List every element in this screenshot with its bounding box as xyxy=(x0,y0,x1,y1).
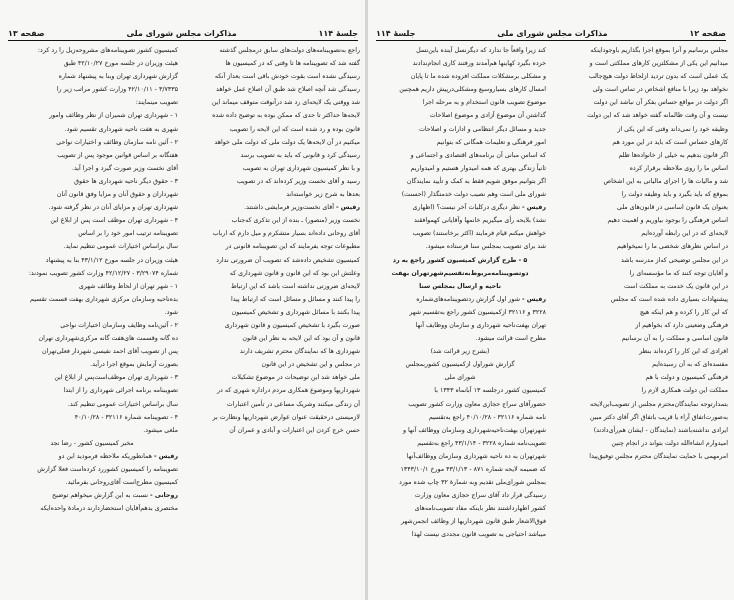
text-line: آقای روحانی داده‌اند بسیار متشکرم و میل دارم که ارباب xyxy=(212,230,360,238)
text-line: ۴ - شهرداری تهران موظف است پس از ابلاغ این xyxy=(50,217,178,225)
text-line: کمیسیون مطرح‌است آقای‌روحانی بفرمائید. xyxy=(65,479,178,487)
text-line: بصورت آزمایش بموقع اجرا درآید. xyxy=(90,361,178,369)
text-line: قانون اساسی و مملکت را به آن برسانیم xyxy=(621,335,728,343)
text-line: تصویب‌نامه شماره ۳۲۲۸ - ۴۳/۱/۱۴ راجع به‌تقسیم xyxy=(417,439,546,447)
text-line: مطبوعات توجه بفرمایند که این تصویبنامه قانونی در xyxy=(225,243,360,251)
text-line: امور فرهنگی و تعلیمات همگانی که بتوانیم xyxy=(436,138,546,146)
session-number: جلسهٔ ۱۱۴ xyxy=(376,29,416,38)
text-line: اساس فرهنگی را بوجود بیاوریم و اهمیت دهیم xyxy=(607,217,728,225)
text-line: و مشکلی برمشکلات مملکت افزوده شده ما تا پایان xyxy=(410,73,546,81)
text-line: تصویب مینمایند: xyxy=(135,99,178,107)
text-line: بده‌ناحیه وسازمان مرکزی شهرداری بهفت قسمت تقسیم xyxy=(30,295,178,303)
text-line: به‌صورت‌اتفاق آراء یا قریب باتفاق اگر آقای دکتر مبین xyxy=(589,413,728,421)
text-line: رفیس - نظر دیگری درکلیات آخر نیست؟ (اظهاری xyxy=(412,204,546,212)
text-line: حسن خرج کردن این اعتبارات و آبادی و عمران آن xyxy=(229,426,360,434)
text-line: شد و مالیات ها را اجرای مالیاتی به این اشخاص xyxy=(603,177,728,185)
text-line: شورای ملی است وهم نصیب دولت خدمتگذار (احسنت) xyxy=(401,191,546,199)
left-page-columns xyxy=(6,44,360,560)
session-number: جلسهٔ ۱۱۴ xyxy=(318,29,358,38)
text-line: وظیفه خود را نمی‌داند وقتی که این یکی از xyxy=(617,125,728,133)
text-line: آقای نخست وزیر صورت گیرد و اجرا آید. xyxy=(71,164,178,172)
text-line: لایحه‌ای ضرورتی نداشته است باشد که این ارتباط xyxy=(230,282,360,290)
text-line: حضورآقای سراج حجازی معاون وزارت کشور تصویب xyxy=(408,400,546,408)
text-line: میدانیم این یکی از مشکلترین کارهای مملکتی است و xyxy=(589,60,728,68)
text-line: ۲ - آئین نامه سازمان وظائف و اختیارات نواحی xyxy=(56,138,178,146)
text-line: (بشرح زیر قرائت شد) xyxy=(430,348,490,356)
text-line: شورای ملی xyxy=(444,374,476,382)
text-line: سال براساس اختیارات عمومی تنظیم کند. xyxy=(67,400,178,408)
left-page xyxy=(0,0,366,600)
text-line: شد برای تصویب بمجلس سنا فرستاده میشود. xyxy=(425,243,546,251)
text-line: خرده بگیرد کهاینها هم‌آمدند ورفتند کاری انجام‌ندادند xyxy=(412,60,546,68)
column-left xyxy=(6,44,178,560)
text-line: کارهای حساس است که باید در این مورد هم xyxy=(612,138,728,146)
speaker-name: رفیس - xyxy=(521,204,546,212)
right-page-header xyxy=(376,26,726,41)
text-line: مفسده‌ای که به آن رسیده‌ایم xyxy=(652,361,728,369)
text-line: شهرداریها وموضوع همکاری مردم دراداره شهری که در xyxy=(216,387,360,395)
speaker-name: رفیس - xyxy=(153,452,178,460)
text-line: ۲ - آئین‌نامه وظایف وسازمان اختیارات نواحی xyxy=(60,321,178,329)
text-line: امیدوارم انشاءالله دولت بتواند در انجام چنین xyxy=(611,439,728,447)
text-line: رفیس - همانطوریکه ملاحظه فرمودید این دو xyxy=(58,452,178,460)
text-line: اساس ما را روی ملاحظه برقرار کرده xyxy=(629,164,728,172)
text-line: ۳۲۲۸ و ۳۲۱۱۶ ازکمیسیون کشور راجع به‌تقسیم شهر xyxy=(409,308,546,316)
text-line: خواهش میکنم قیام فرمایند (اکثر برخاستند) تصویب xyxy=(412,230,546,238)
text-line: نامه شماره ۳۲۱۱۶ - ۴۰/۱۰/۲۸ راجع به‌تقسیم xyxy=(428,413,546,421)
text-line: کمیسیون تشخیص داده‌شد که تصویب آن ضرورتی ندارد xyxy=(216,256,360,264)
text-line: شماره ۳/۲۹۰۷۴ - ۴۲/۱۲/۲۷ وزارت کشور تصویب نمودند: xyxy=(28,269,178,277)
text-line: اگر دولت در مواقع حساس بفکر آن نباشد این دولت xyxy=(593,99,728,107)
text-line: ایرادی نداشته‌باشند (نمایندگان - ایشان هم‌رأی‌دادند) xyxy=(593,426,728,434)
text-line: بموقع که باید بگیرد و باید وظیفه دولت را xyxy=(621,191,728,199)
text-line: اگر بتوانیم موفق شویم فقط به کمک و تأیید نمایندگان xyxy=(406,177,546,185)
text-line: رفیس - شور اول گزارش ردتصویبنامه‌های‌شماره xyxy=(416,295,546,303)
running-title: مذاکرات مجلس شورای ملی xyxy=(497,29,608,38)
text-line: دوتصویبنامه‌مربوط‌به‌تقسیم‌شهرتهران بهفت xyxy=(391,269,529,277)
text-line: هیئت وزیران در جلسه مورخ ۴۳/۱/۱۲ بنا به پیشنهاد xyxy=(45,256,178,264)
text-line: تصویبنامه ترتیب امور خود را بر اساس xyxy=(78,230,178,238)
column-left xyxy=(374,44,546,560)
speaker-name: رفیس - xyxy=(335,204,360,212)
text-line: فوق‌الاشعار طبق قانون شهرداریها از وظائف انجمن‌شهر xyxy=(400,518,546,526)
text-line: امرمهمی با حمایت نمایندگان محترم مجلس توفیق‌پیدا xyxy=(589,452,728,460)
text-line: و آقایان توجه کنند که‌ ما مؤسسه‌ای را xyxy=(629,269,728,277)
text-line: شهرداری تهران و مزایای آنان در نظر گرفته شود. xyxy=(48,204,178,212)
text-line: گزارش شهرداری تهران وبنا به پیشنهاد شماره xyxy=(58,73,178,81)
text-line: ملی خواهد شد این توضیحات در موضوع تشکیلات xyxy=(231,374,360,382)
text-line: مملکت این دولت همکاری لازم را xyxy=(641,387,728,395)
text-line: ملغی میشود. xyxy=(143,426,178,434)
text-line: نخواهد بود زیرا با منافع اشخاص در تماس است ولی xyxy=(592,86,728,94)
text-line: افرادی که این کار را کرده‌اند بنظر xyxy=(639,348,728,356)
text-line: در اساس نظرهای شخصی ما را نمیخواهیم xyxy=(617,243,728,251)
text-line: شهرداران و حقوق آنان و مزایا وفق قانون آنان xyxy=(56,191,178,199)
text-line: بمجلس شورای‌ملی تقدیم وبه شمارهٔ ۳۲ چاپ شده مورد xyxy=(399,479,546,487)
page-number: صفحه ۱۳ xyxy=(8,29,45,38)
text-line: موضوع تصویب قانون استخدام و به مرحله اجرا xyxy=(422,99,546,107)
right-page-columns xyxy=(374,44,728,560)
text-line: ثانیاً زندگی بهتری که همه امیدوار هستیم و امیدواریم xyxy=(410,164,546,172)
text-line: ۵ - طرح گزارش کمیسیون کشور راجع به رد xyxy=(392,256,528,264)
text-line: هفتگانه بر اساس قوانین موجود پس از تصویب xyxy=(57,151,178,159)
text-line: هیئت وزیران در جلسه مورخ ۴۲/۱۰/۲۷ طبق xyxy=(63,60,178,68)
text-line: شهرتهران بهفت‌ناحیه‌شهرداری وسازمان ووظائف آنها و xyxy=(402,426,546,434)
text-line: کند زیرا واقعاً جا ندارد که دیگرنسل آینده باین‌نسل xyxy=(416,47,546,54)
text-line: پس از تصویب آقای احمد نفیسی شهردار فعلی‌تهران xyxy=(41,348,178,356)
text-line: ۳/۷۳۳۵ - ۴۲/۱۰/۱۱ وزارت کشور مراتب زیر را xyxy=(56,86,178,94)
text-line: لایحه‌ای که در این رابطه آورده‌ایم xyxy=(641,230,728,238)
text-line: گذاشتن آن موضوع آزادی و موضوع اصلاحات xyxy=(429,112,546,120)
text-line: ناحیه و ارسال بمجلس سنا xyxy=(419,282,501,290)
text-line: سال براساس اختیارات عمومی تنظیم نماید. xyxy=(63,243,178,251)
text-line: مجلس برسانیم و آنرا بموقع اجرا بگذاریم باوجوداینکه xyxy=(590,47,728,54)
text-line: پیدا بکنند با مسائل شهرداری و تشخیص کمیسیون xyxy=(231,308,360,316)
text-line: تصویبنامه‌ را کمیسیون کشوررد کرده‌است فعلا گزارش xyxy=(37,466,178,473)
column-right xyxy=(556,44,728,560)
text-line: بتمدارتوجه نمایندگان‌محترم مجلس از تصویب‌این‌لایحه xyxy=(589,400,728,408)
text-line: ۱ - شهرداری تهران شمیران از نظر وظائف وامور xyxy=(49,112,178,120)
text-line: شود. xyxy=(164,308,178,316)
text-line: شهرداری ها که نمایندگان محترم تشریف دارند xyxy=(239,348,360,356)
text-line: پیشنهادات بسیاری داده شده است که مجلس xyxy=(610,295,728,303)
text-line: بعدها به شرح زیر خواسته‌اند xyxy=(286,191,360,199)
text-line: میکنیم در آن لایحه‌ها یک دولت ملی که دولت ملی خواهد xyxy=(214,138,360,146)
text-line: فرهنگی کمیسیون و دولت با هم xyxy=(645,374,728,382)
text-line: رسیدگی کرد و قانونی که باید به تصویب برسد xyxy=(240,151,360,159)
column-right xyxy=(188,44,360,560)
text-line: صورت بگیرد با تشخیص کمیسیون و قانون شهرداری xyxy=(224,321,360,329)
text-line: روحانی - نسبت به این گزارش میخواهم توضیح xyxy=(52,492,178,500)
text-line: ده گانه وقسمت های‌هفت گانه مرکزی‌شهرداری تهران xyxy=(38,335,178,343)
text-line: کشور اظهارداشتند نظر باینکه مفاد تصویب‌نامه‌های xyxy=(414,505,546,513)
text-line: ۴ - تصویبنامه شماره ۳۲۱۱۶ - ۴۰/۱۰/۲۸ xyxy=(74,413,178,421)
text-line: کمیسیون کشور درجلسه ۱۳ آبانماه ۱۳۴۳ با xyxy=(434,387,546,395)
text-line: رسید و آقای نخست وزیر کرده‌اند که در تصویب xyxy=(236,177,360,185)
text-line: آن زندگی میکنند وشریک مساعی در تأمین اعتبارات xyxy=(226,400,360,408)
text-line: رسیدگی نشده است بقوت خودش باقی است بعداز آنکه xyxy=(214,73,360,81)
text-line: وعلتش این بود که این قانون و قانون شهرداری که xyxy=(229,269,360,277)
text-line: نشد) بلایحه رأی میگیریم خانمها وآقایانی کهموافقند xyxy=(414,217,546,225)
text-line: لازمیستی درحقیقت عنوان عوارض شهرداریها ونظارت بر xyxy=(212,413,360,421)
speaker-name: رفیس - xyxy=(521,295,546,303)
text-line: نیست و آن وقت ظالمانه گفته خواهد شد که این دولت xyxy=(587,112,728,120)
text-line: در این مجلس توضیحی که‌از مدرسه باشد xyxy=(620,256,728,264)
running-title: مذاکرات مجلس شورای ملی xyxy=(126,29,237,38)
text-line: راجع به‌تصویبنامه‌های دولت‌های سابق درمجلس گذشته xyxy=(219,47,360,54)
text-line: را پیدا کنند و مسائل و مسائل است که ارتباط پیدا xyxy=(230,295,360,303)
text-line: تهران بهفت‌ناحیه شهرداری و سازمان ووظایف آنها xyxy=(415,321,546,329)
text-line: میباشد احتیاجی به تصویب قانون مجددی نیست لهذا xyxy=(411,531,546,539)
text-line: اگر قانون بدهیم به خیلی از خانواده‌ها ظلم xyxy=(618,151,728,159)
text-line: جدید و مسائل دیگر انتظامی و ادارات و اصلاحات xyxy=(418,125,546,133)
text-line: ۳ - حقوق دیگر ناحیه شهرداری ها حقوق xyxy=(74,177,178,185)
text-line: امسال کارهای بسیاروسیع ومشکلی‌درپیش داریم همچنین xyxy=(399,86,546,94)
speaker-name: روحانی - xyxy=(150,492,178,500)
text-line: لایحه‌ها حداکثر تا حدی که ممکن بوده به توضیح داده شده xyxy=(212,112,360,120)
text-line: شهری به هفت ناحیه شهرداری تقسیم شود. xyxy=(64,125,178,133)
text-line: گفته شد که تصویبنامه ها تا وقتی که در کمیسیون ها xyxy=(225,60,360,68)
text-line: در این قانون یک خدمت به مملکت است xyxy=(624,282,728,290)
text-line: که این کار را کرده و هم اینکه هیچ xyxy=(639,308,728,316)
text-line: ۱ - شهر تهران از لحاظ وظائف شهری xyxy=(78,282,178,290)
text-line: قانون و آن بود که این لایحه به نظر این قانون xyxy=(242,335,360,343)
text-line: نخست وزیر (منصور) ـ بنده‌ از این تذکری که‌جناب xyxy=(231,217,360,225)
text-line: کمیسیون کشور تصویبنامه‌های مشروحه‌زیل را رد کرد: xyxy=(37,47,178,54)
text-line: قانون بوده و رد شده است که این لایحه را تصویب xyxy=(229,125,360,133)
text-line: در مجلس و این تشخیص در این قانون xyxy=(261,361,360,369)
text-line: شهرتهران به ده‌ ناحیه شهرداری وسازمان ووظائف‌آنها xyxy=(406,452,546,460)
right-page xyxy=(368,0,734,600)
text-line: مخبر کمیسیون کشور - رضا نجد xyxy=(50,439,134,447)
text-line: شد ووقتی یک لایحه‌ای رد شد درآنوقت متوقف میماند این xyxy=(211,99,360,107)
text-line: رسیدگی شد آنچه اصلاح شد طبق آن اصلاح عمل خواهد xyxy=(216,86,360,94)
text-line: رسیدگی قرار داد آقای سراج حجازی معاون وزارت xyxy=(414,492,546,500)
text-line: بعنوان یک قانون اساسی در قانون‌های ملی xyxy=(616,204,728,212)
text-line: یک عملی است که بدون تردید ازلحاظ دولت هیچ‌جالب xyxy=(588,73,728,81)
page-number: صفحه ۱۲ xyxy=(689,29,726,38)
text-line: فرهنگی وضعیتی دارد که بخواهیم از xyxy=(635,321,728,329)
text-line: گزارش شوراول ازکمیسیون کشوربمجلس xyxy=(405,361,515,369)
text-line: تصویبنامه برنامه اجرائی شهرداری را از ابتدا xyxy=(63,387,178,395)
text-line: مختصری بدهم‌آقایان استحضاردارند درمادهٔ واحده‌ایکه xyxy=(40,505,178,513)
left-page-header xyxy=(8,26,358,41)
text-line: و با نظر کمیسیون شهرداری تهران به تصویب xyxy=(242,164,360,172)
text-line: که اساس مبانی آن برنامه‌های اقتصادی و اجتماعی و xyxy=(410,151,546,159)
text-line: که ضمیمه لایحه شماره ۸۷۱ - ۴۳/۱/۱۳ مورخ ۱۳۴۳/۱۰/۱ xyxy=(400,466,546,473)
text-line: ۳ - شهرداری تهران موظف‌است‌پس از ابلاغ این xyxy=(54,374,178,382)
text-line: رفیس - آقای نخست‌وزیر فرمایشی داشتند. xyxy=(244,204,360,212)
text-line: مطرح است قرائت میشود. xyxy=(475,335,546,343)
